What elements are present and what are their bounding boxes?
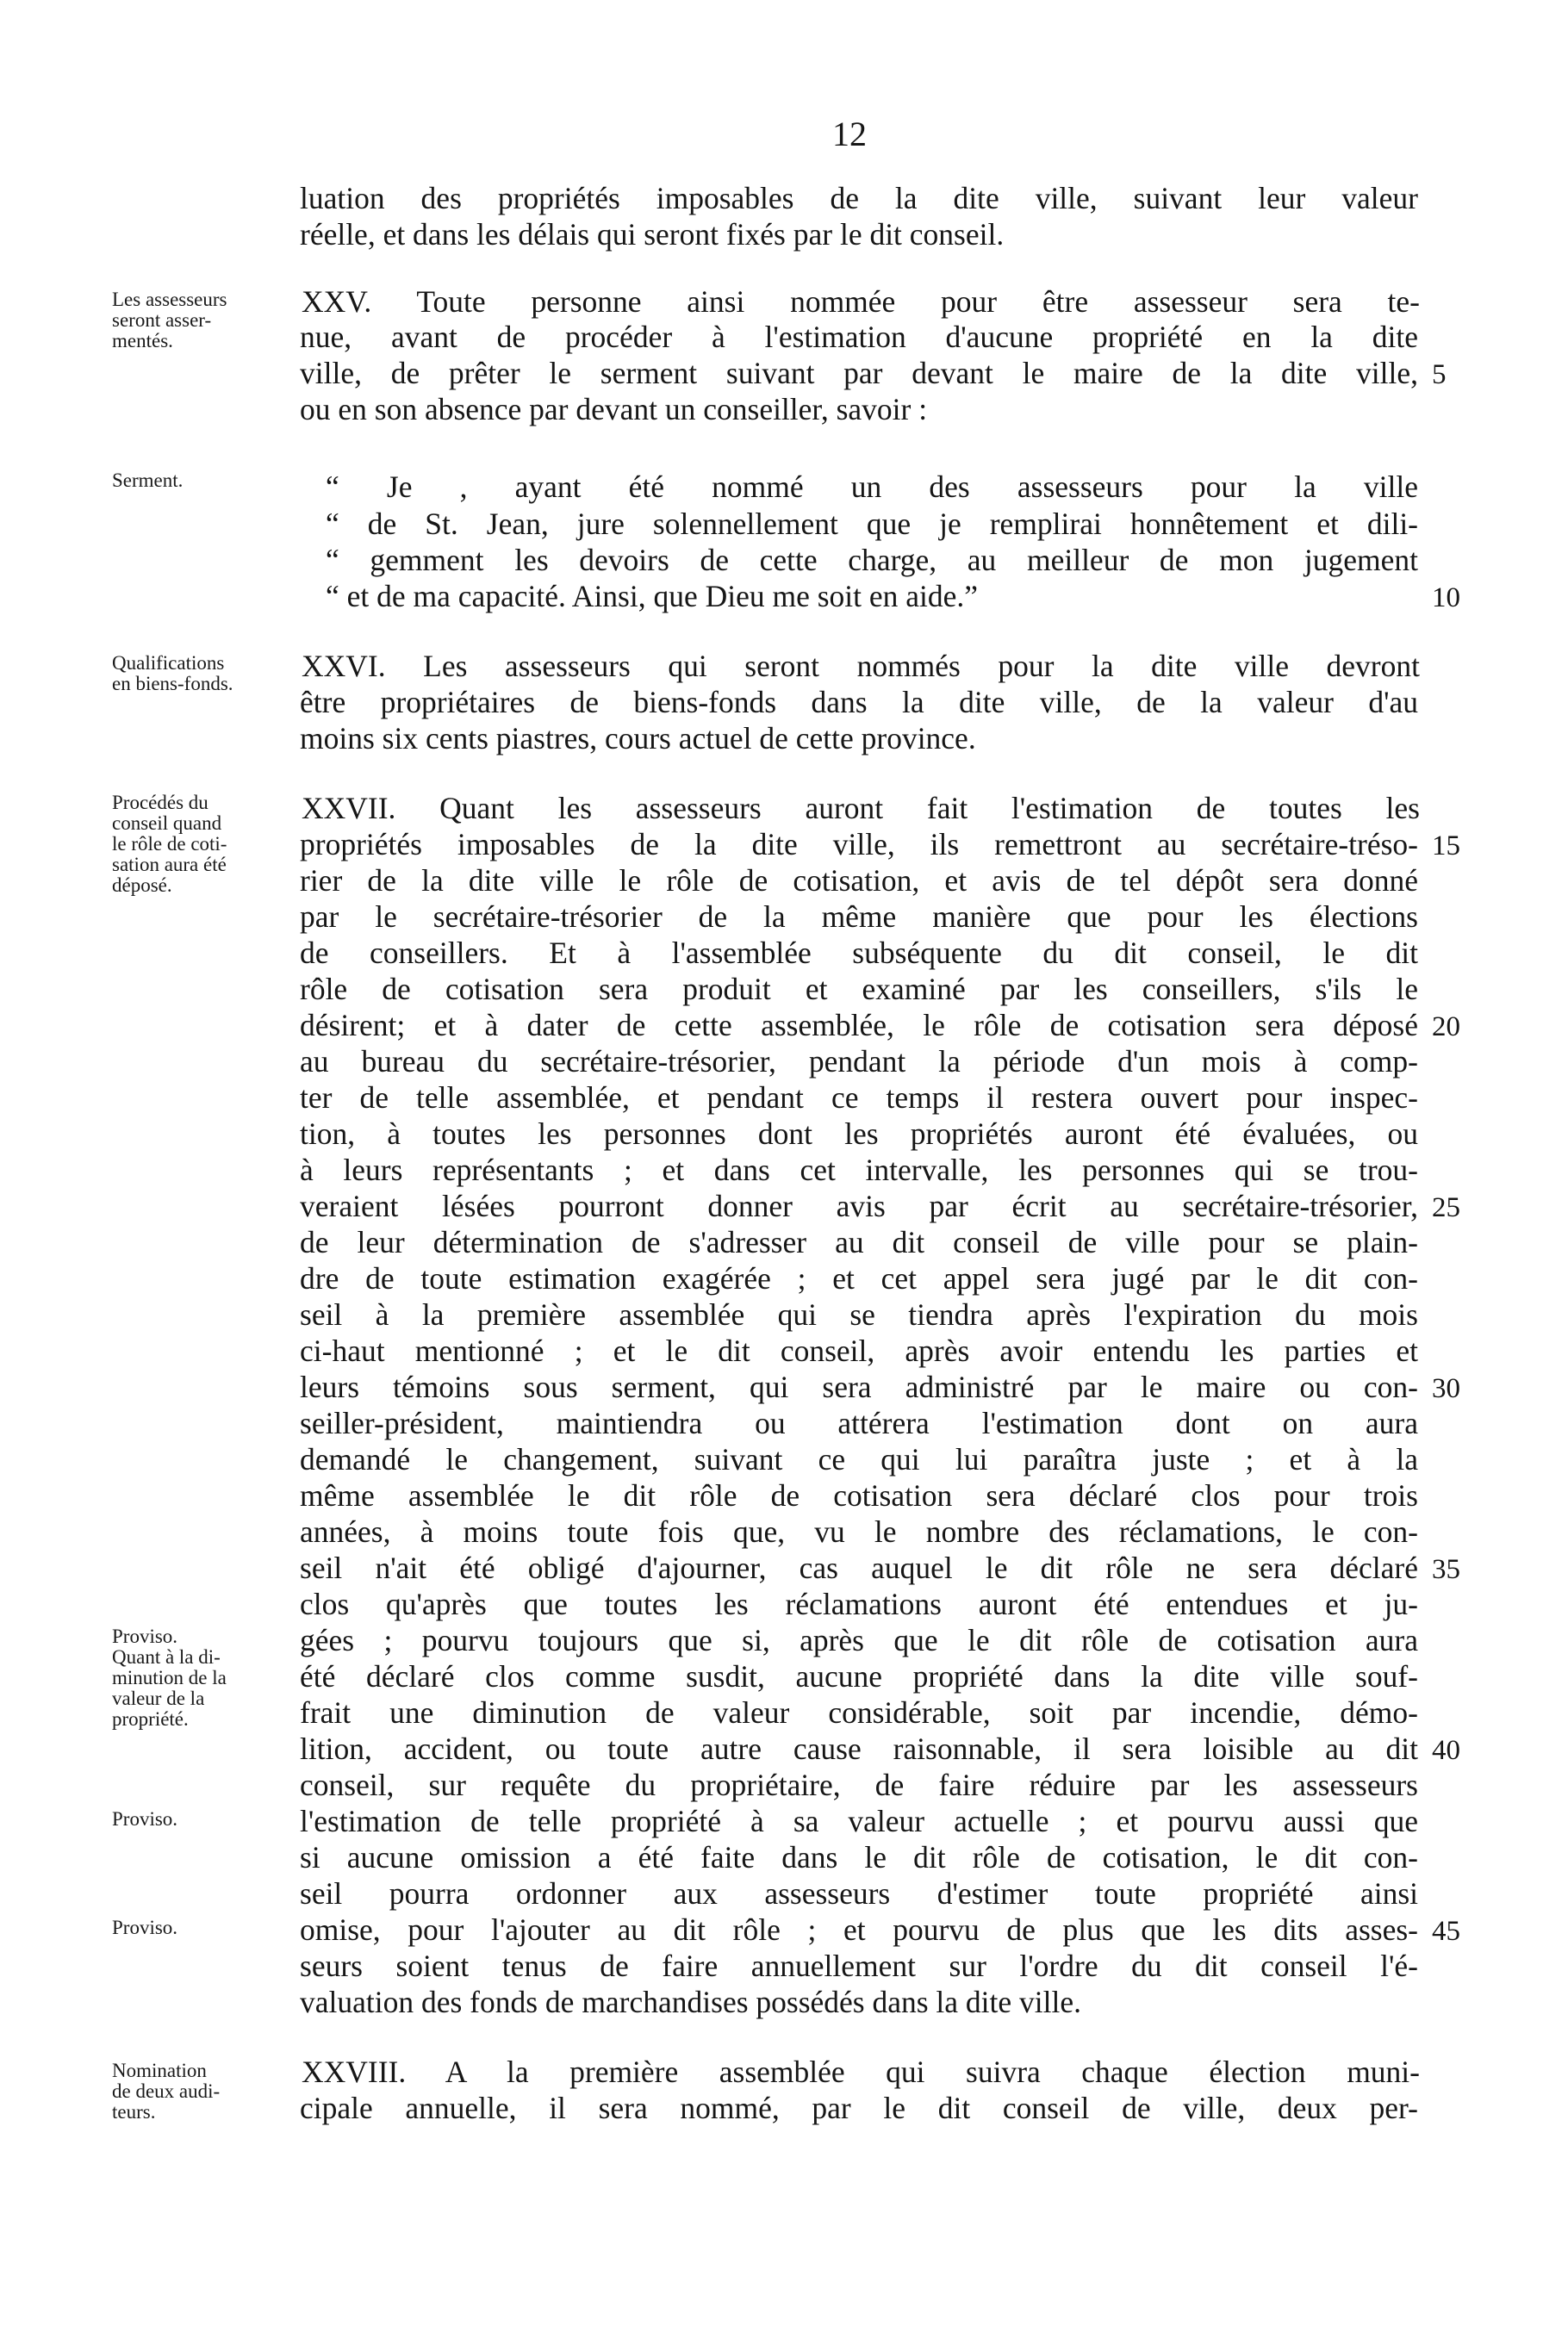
line-number: 5 bbox=[1432, 359, 1447, 390]
margin-note-line: Les assesseurs bbox=[112, 289, 227, 310]
margin-note-line: seront asser- bbox=[112, 309, 212, 331]
text-line: ter de telle assemblée, et pendant ce temps il restera ouvert pour inspec- bbox=[300, 1080, 1418, 1115]
text-line: valuation des fonds de marchandises possédés dans la dite ville. bbox=[300, 1985, 1082, 2019]
text-line: XXVIII. A la première assemblée qui suivra chaque élection muni- bbox=[302, 2055, 1420, 2089]
text-line: luation des propriétés imposables de la dite ville, suivant leur valeur bbox=[300, 181, 1418, 215]
margin-note-line: en biens-fonds. bbox=[112, 673, 233, 694]
margin-note bbox=[112, 1626, 293, 1730]
text-line: “ gemment les devoirs de cette charge, au meilleur de mon jugement bbox=[326, 543, 1418, 577]
text-line: moins six cents piastres, cours actuel de cette province. bbox=[300, 721, 976, 755]
text-line: été déclaré clos comme susdit, aucune propriété dans la dite ville souf- bbox=[300, 1659, 1418, 1694]
text-line: XXV. Toute personne ainsi nommée pour être assesseur sera te- bbox=[302, 284, 1420, 319]
line-number: 45 bbox=[1432, 1916, 1460, 1947]
line-number: 35 bbox=[1432, 1554, 1460, 1585]
text-line: réelle, et dans les délais qui seront fixés par le dit conseil. bbox=[300, 217, 1005, 252]
line-number: 15 bbox=[1432, 830, 1460, 861]
margin-note-line: Serment. bbox=[112, 469, 184, 491]
text-line: par le secrétaire-trésorier de la même manière que pour les élections bbox=[300, 899, 1418, 934]
margin-note bbox=[112, 2061, 293, 2123]
text-line: lition, accident, ou toute autre cause raisonnable, il sera loisible au dit bbox=[300, 1732, 1418, 1766]
text-line: rier de la dite ville le rôle de cotisation, et avis de tel dépôt sera donné bbox=[300, 863, 1418, 898]
margin-note-line: Nomination bbox=[112, 2060, 207, 2081]
text-line: veraient lésées pourront donner avis par écrit au secrétaire-trésorier, bbox=[300, 1189, 1418, 1223]
text-line: “ et de ma capacité. Ainsi, que Dieu me soit en aide.” bbox=[326, 579, 979, 613]
text-line: XXVI. Les assesseurs qui seront nommés pour la dite ville devront bbox=[302, 649, 1420, 683]
margin-note bbox=[112, 1809, 293, 1830]
text-line: même assemblée le dit rôle de cotisation sera déclaré clos pour trois bbox=[300, 1478, 1418, 1513]
text-line: leurs témoins sous serment, qui sera administré par le maire ou con- bbox=[300, 1370, 1418, 1404]
line-number: 25 bbox=[1432, 1192, 1460, 1223]
text-line: seil n'ait été obligé d'ajourner, cas auquel le dit rôle ne sera déclaré bbox=[300, 1551, 1418, 1585]
text-line: à leurs représentants ; et dans cet intervalle, les personnes qui se trou- bbox=[300, 1153, 1418, 1187]
text-line: ci-haut mentionné ; et le dit conseil, après avoir entendu les parties et bbox=[300, 1334, 1418, 1368]
line-number: 20 bbox=[1432, 1011, 1460, 1042]
text-line: conseil, sur requête du propriétaire, de faire réduire par les assesseurs bbox=[300, 1768, 1418, 1802]
text-line: rôle de cotisation sera produit et examiné par les conseillers, s'ils le bbox=[300, 972, 1418, 1006]
text-line: de leur détermination de s'adresser au dit conseil de ville pour se plain- bbox=[300, 1225, 1418, 1259]
text-line: désirent; et à dater de cette assemblée, le rôle de cotisation sera déposé bbox=[300, 1008, 1418, 1042]
text-line: gées ; pourvu toujours que si, après que le dit rôle de cotisation aura bbox=[300, 1623, 1418, 1657]
text-line: propriétés imposables de la dite ville, ils remettront au secrétaire-tréso- bbox=[300, 827, 1418, 861]
text-line: frait une diminution de valeur considérable, soit par incendie, démo- bbox=[300, 1695, 1418, 1730]
margin-note-line: le rôle de coti- bbox=[112, 833, 227, 855]
text-line: nue, avant de procéder à l'estimation d'aucune propriété en la dite bbox=[300, 320, 1418, 354]
margin-note-line: de deux audi- bbox=[112, 2080, 221, 2102]
text-line: XXVII. Quant les assesseurs auront fait l'estimation de toutes les bbox=[302, 791, 1420, 825]
text-line: cipale annuelle, il sera nommé, par le dit conseil de ville, deux per- bbox=[300, 2091, 1418, 2125]
margin-note-line: Proviso. bbox=[112, 1808, 178, 1830]
margin-note-line: Procédés du bbox=[112, 792, 208, 813]
page-number: 12 bbox=[832, 115, 867, 153]
text-line: omise, pour l'ajouter au dit rôle ; et pourvu de plus que les dits asses- bbox=[300, 1912, 1418, 1947]
text-line: seil pourra ordonner aux assesseurs d'estimer toute propriété ainsi bbox=[300, 1876, 1418, 1911]
text-line: l'estimation de telle propriété à sa valeur actuelle ; et pourvu aussi que bbox=[300, 1804, 1418, 1838]
text-line: années, à moins toute fois que, vu le nombre des réclamations, le con- bbox=[300, 1514, 1418, 1549]
margin-note-line: minution de la bbox=[112, 1667, 227, 1688]
margin-note-line: sation aura été bbox=[112, 854, 227, 875]
margin-note bbox=[112, 793, 293, 896]
text-line: au bureau du secrétaire-trésorier, pendant la période d'un mois à comp- bbox=[300, 1044, 1418, 1079]
text-line: si aucune omission a été faite dans le dit rôle de cotisation, le dit con- bbox=[300, 1840, 1418, 1875]
text-line: dre de toute estimation exagérée ; et cet appel sera jugé par le dit con- bbox=[300, 1261, 1418, 1296]
text-line: seil à la première assemblée qui se tiendra après l'expiration du mois bbox=[300, 1297, 1418, 1332]
margin-note-line: mentés. bbox=[112, 330, 173, 351]
line-number: 10 bbox=[1432, 582, 1460, 613]
text-line: de conseillers. Et à l'assemblée subséquente du dit conseil, le dit bbox=[300, 936, 1418, 970]
margin-note-line: valeur de la bbox=[112, 1688, 205, 1709]
text-line: être propriétaires de biens-fonds dans la dite ville, de la valeur d'au bbox=[300, 685, 1418, 719]
margin-note-line: propriété. bbox=[112, 1708, 189, 1730]
line-number: 40 bbox=[1432, 1735, 1460, 1766]
text-line: ville, de prêter le serment suivant par devant le maire de la dite ville, bbox=[300, 356, 1418, 390]
text-line: seiller-président, maintiendra ou attérera l'estimation dont on aura bbox=[300, 1406, 1418, 1440]
margin-note bbox=[112, 289, 293, 351]
margin-note-line: teurs. bbox=[112, 2101, 156, 2123]
margin-note bbox=[112, 470, 293, 491]
margin-note-line: Quant à la di- bbox=[112, 1646, 221, 1668]
margin-note-line: Proviso. bbox=[112, 1626, 178, 1647]
text-line: “ Je , ayant été nommé un des assesseurs pour la ville bbox=[326, 469, 1418, 504]
line-number: 30 bbox=[1432, 1373, 1460, 1404]
text-line: ou en son absence par devant un conseiller, savoir : bbox=[300, 392, 928, 426]
margin-note-line: conseil quand bbox=[112, 812, 222, 834]
text-line: “ de St. Jean, jure solennellement que je remplirai honnêtement et dili- bbox=[326, 507, 1418, 541]
text-line: demandé le changement, suivant ce qui lui paraîtra juste ; et à la bbox=[300, 1442, 1418, 1477]
text-line: tion, à toutes les personnes dont les propriétés auront été évaluées, ou bbox=[300, 1116, 1418, 1151]
margin-note-line: Proviso. bbox=[112, 1917, 178, 1938]
margin-note bbox=[112, 653, 293, 694]
margin-note-line: déposé. bbox=[112, 874, 172, 896]
text-line: clos qu'après que toutes les réclamations auront été entendues et ju- bbox=[300, 1587, 1418, 1621]
text-line: seurs soient tenus de faire annuellement sur l'ordre du dit conseil l'é- bbox=[300, 1949, 1418, 1983]
margin-note-line: Qualifications bbox=[112, 652, 225, 674]
margin-note bbox=[112, 1918, 293, 1938]
